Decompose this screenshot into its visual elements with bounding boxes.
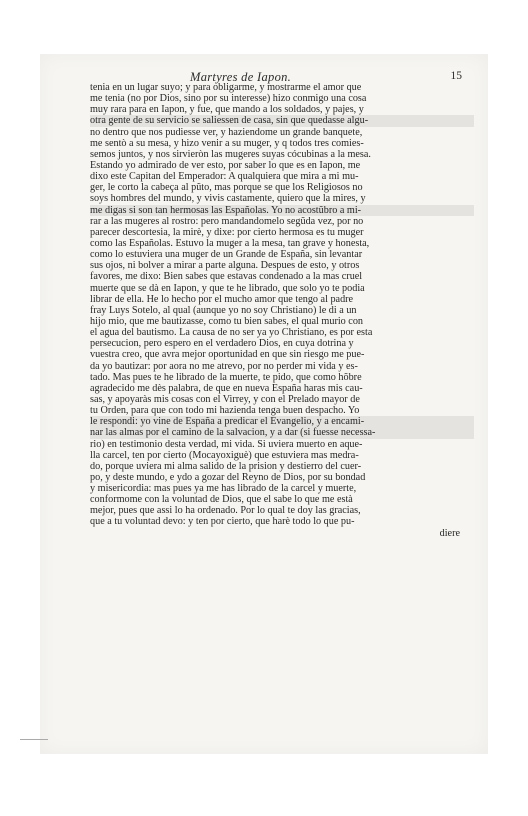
text-line: y misericordia: mas pues ya me has librado de la carcel y muerte, [90, 483, 357, 495]
text-line: tu Orden, para que con todo mi hazienda tenga buen despacho. Yo [90, 405, 360, 417]
text-line: el agua del bautismo. La causa de no ser ya yo Christiano, es por esta [90, 327, 373, 339]
text-line: librar de ella. He lo hecho por el mucho amor que tengo al padre [90, 293, 354, 305]
text-line: agradecido me dès palabra, de que en nueva España haras mis cau- [90, 382, 363, 394]
text-line: me tenia (no por Dios, sino por su interesse) hizo conmigo una cosa [90, 93, 367, 105]
text-line: hijo mio, que me bautizasse, como tu bien sabes, el qual murio con [90, 315, 364, 327]
text-line: rar a las mugeres al rostro: pero mandandomelo segũda vez, por no [90, 215, 364, 227]
text-line: vuestra creo, que avra mejor oportunidad en que sin riesgo me pue- [90, 349, 365, 361]
text-line: como lo estuviera una muger de un Grande de España, sin levantar [90, 249, 363, 261]
text-line: mejor, pues que assi lo ha ordenado. Por lo qual te doy las gracias, [90, 505, 361, 517]
text-line: me digas si son tan hermosas las Españolas. Yo no acostũbro a mi- [90, 205, 474, 216]
text-line: otra gente de su servicio se saliessen de casa, sin que quedasse algu- [90, 115, 474, 126]
text-line: sas, y apoyaràs mis cosas con el Virrey, y con el Prelado mayor de [90, 393, 360, 405]
text-line: como las Españolas. Estuvo la muger a la mesa, tan grave y honesta, [90, 237, 370, 249]
text-line: favores, me dixo: Bien sabes que estavas condenado a la mas cruel [90, 271, 363, 283]
text-line: sus ojos, ni bolver a mirar a parte alguna. Despues de esto, y otros [90, 260, 360, 272]
text-line: rio) en testimonio desta verdad, mi vida. Si uviera muerto en aque- [90, 438, 363, 450]
text-line: semos juntos, y nos sirvieròn las mugeres suyas cócubinas a la mesa. [90, 148, 371, 160]
text-line: da yo bautizar: por aora no me atrevo, por no perder mi vida y es- [90, 360, 358, 372]
text-line: tenia en un lugar suyo; y para obligarme, y mostrarme el amor que [90, 82, 362, 93]
text-line: muerte que se dà en Iapon, y que te he librado, que solo yo te podia [90, 282, 365, 294]
text-line: muy rara para en Iapon, y fue, que mando a los soldados, y pajes, y [90, 104, 364, 116]
text-line: parecer descortesia, la mirè, y dixe: por cierto hermosa es tu muger [90, 226, 364, 238]
text-line: diere [439, 527, 460, 539]
text-line: lla carcel, ten por cierto (Mocayoxiguè) que estuviera mas medra- [90, 449, 359, 461]
text-line: que a tu voluntad devo: y ten por cierto, que harè todo lo que pu- [90, 516, 355, 528]
text-line: ger, le corto la cabeça al pũto, mas porque se que los Religiosos no [90, 182, 363, 194]
text-line: dixo este Capitan del Emperador: A qualquiera que mira a mi mu- [90, 171, 359, 183]
text-line: persecucion, pero espero en el verdadero Dios, en cuya dotrina y [90, 338, 354, 350]
text-line: tado. Mas pues te he librado de la muerte, te pido, que como hõbre [90, 371, 362, 383]
scan-edge-mark [20, 739, 48, 740]
text-line: fray Luys Sotelo, al qual (aunque yo no soy Christiano) le di a un [90, 304, 357, 316]
text-line: Estando yo admirado de ver esto, por saber lo que es en Iapon, me [90, 159, 361, 171]
text-line: conformome con la voluntad de Dios, que el sabe lo que me està [90, 494, 353, 506]
page-text [90, 82, 474, 539]
text-line: nar las almas por el camino de la salvacion, y a dar (si fuesse necessa- [90, 427, 474, 438]
running-title: Martyres de Iapon. [190, 70, 292, 84]
text-line: le respondi: yo vine de España a predicar el Evangelio, y a encami- [90, 416, 474, 427]
page-number: 15 [450, 70, 462, 82]
text-line: soys hombres del mundo, y vivis castamente, quiero que la mires, y [90, 193, 366, 205]
text-line: po, y deste mundo, e ydo a gozar del Reyno de Dios, por su bondad [90, 471, 366, 483]
text-line: no dentro que nos pudiesse ver, y haziendome un grande banquete, [90, 126, 363, 138]
text-line: me sentò a su mesa, y hizo venir a su muger, y q todos tres comies- [90, 137, 364, 149]
text-line: do, porque uviera mi alma salido de la prision y destierro del cuer- [90, 460, 362, 472]
